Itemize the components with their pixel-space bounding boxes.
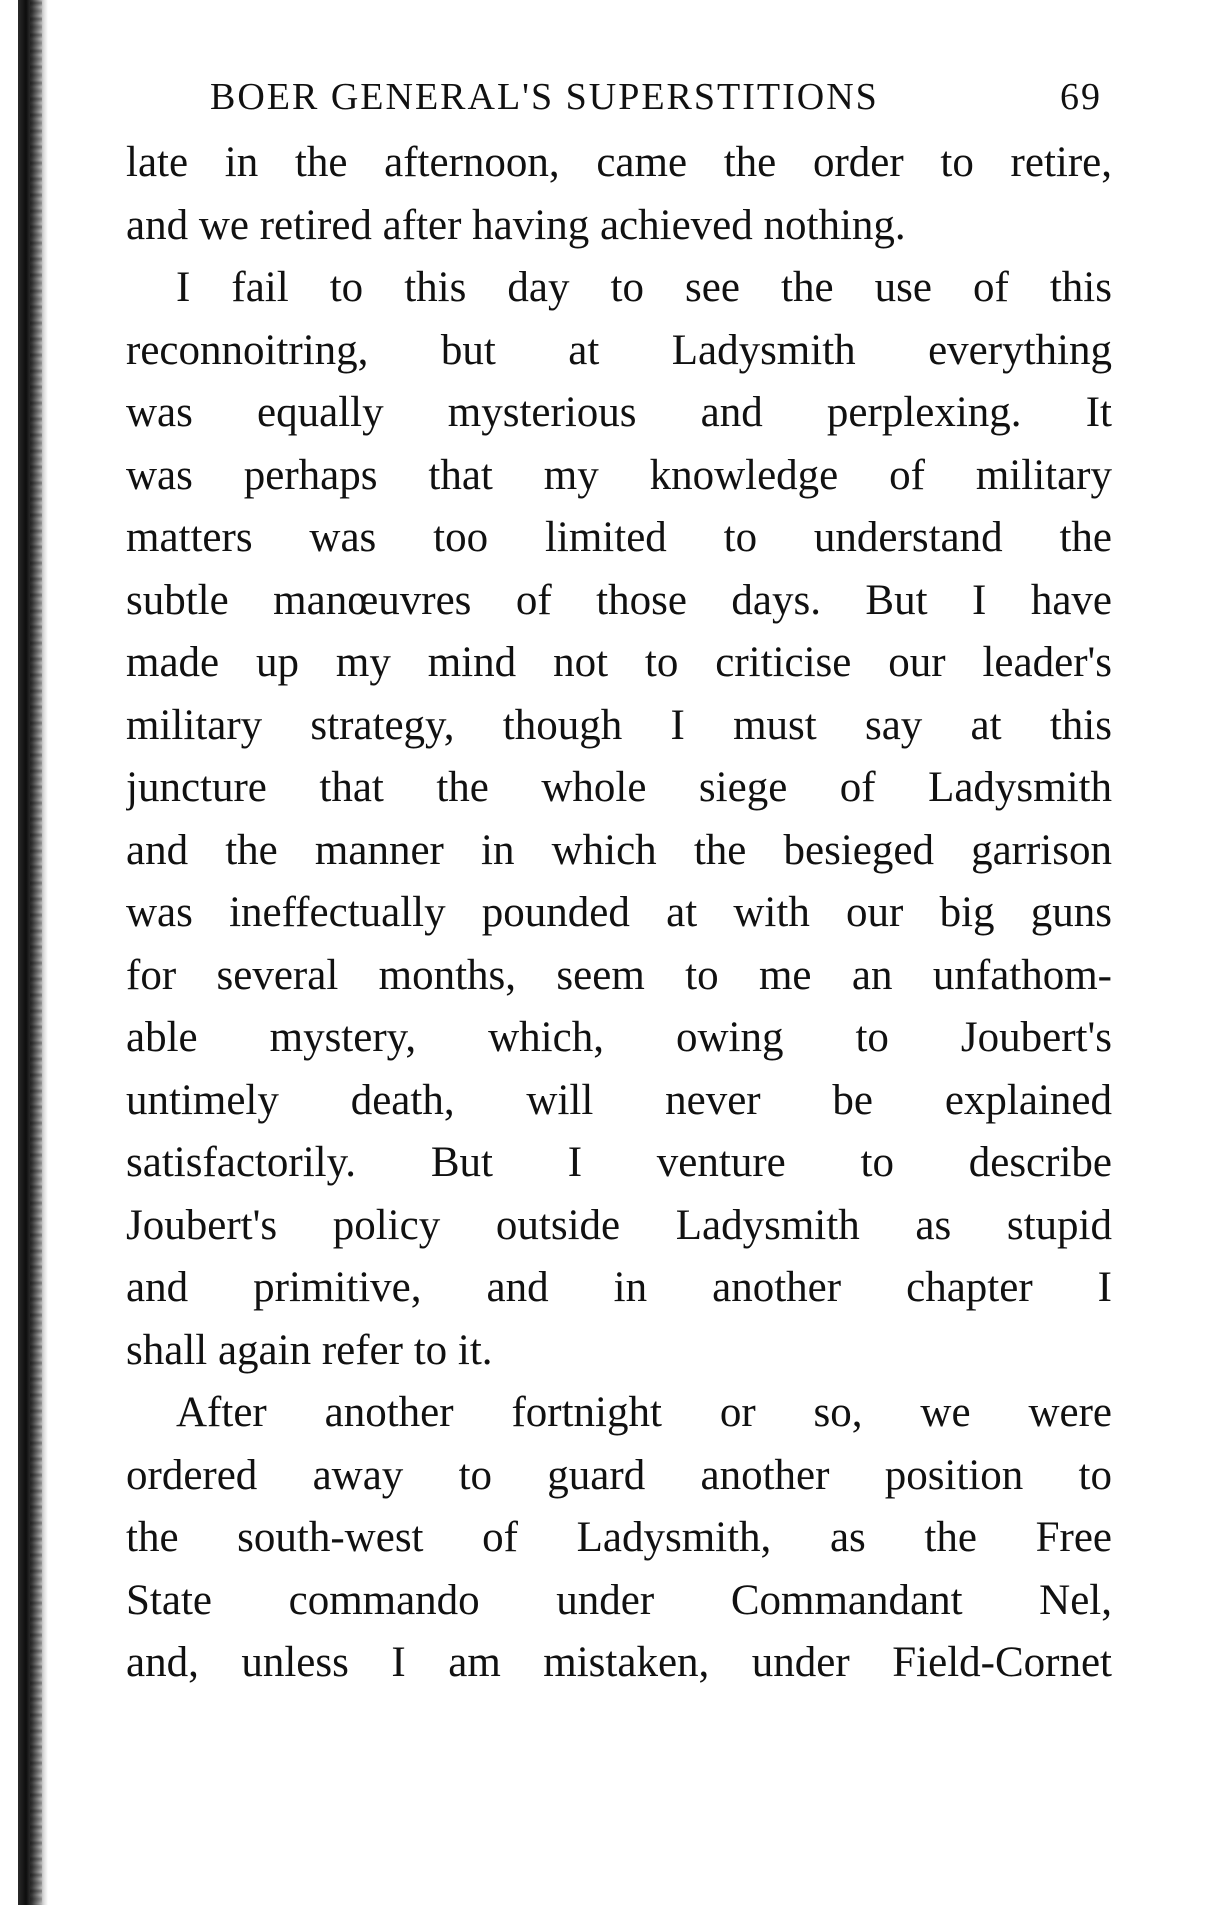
text-line: military strategy, though I must say at this <box>126 701 1112 749</box>
paragraph-first-line: I fail to this day to see the use of this <box>176 264 1112 311</box>
text-line: and we retired after having achieved nothing. <box>126 201 906 249</box>
text-line: and, unless I am mistaken, under Field-Cornet <box>126 1639 1112 1686</box>
text-line: was perhaps that my knowledge of military <box>126 451 1112 499</box>
text-line: ordered away to guard another position to <box>126 1451 1112 1499</box>
text-line: Joubert's policy outside Ladysmith as stupid <box>126 1201 1112 1249</box>
text-line: shall again refer to it. <box>126 1326 493 1374</box>
body-text <box>126 132 1112 1695</box>
text-line: satisfactorily. But I venture to describe <box>126 1139 1112 1186</box>
text-line: able mystery, which, owing to Joubert's <box>126 1014 1112 1061</box>
text-line: late in the afternoon, came the order to retire, <box>126 139 1112 186</box>
text-line: and the manner in which the besieged garrison <box>126 826 1112 874</box>
running-head <box>210 72 1110 122</box>
text-line: juncture that the whole siege of Ladysmith <box>126 764 1112 811</box>
text-line: for several months, seem to me an unfathom- <box>126 951 1112 999</box>
text-line: subtle manœuvres of those days. But I have <box>126 576 1112 624</box>
text-line: the south-west of Ladysmith, as the Free <box>126 1514 1112 1561</box>
binding-edge <box>18 0 48 1905</box>
text-line: was equally mysterious and perplexing. It <box>126 389 1112 436</box>
text-line: matters was too limited to understand the <box>126 514 1112 561</box>
text-line: untimely death, will never be explained <box>126 1076 1112 1124</box>
text-line: was ineffectually pounded at with our big guns <box>126 889 1112 936</box>
text-line: made up my mind not to criticise our leader's <box>126 639 1112 686</box>
paragraph-first-line: After another fortnight or so, we were <box>176 1389 1112 1436</box>
text-line: State commando under Commandant Nel, <box>126 1576 1112 1624</box>
page-number: 69 <box>1060 76 1102 118</box>
text-line: and primitive, and in another chapter I <box>126 1264 1112 1311</box>
text-line: reconnoitring, but at Ladysmith everything <box>126 326 1112 374</box>
running-head-title: BOER GENERAL'S SUPERSTITIONS <box>210 76 879 118</box>
